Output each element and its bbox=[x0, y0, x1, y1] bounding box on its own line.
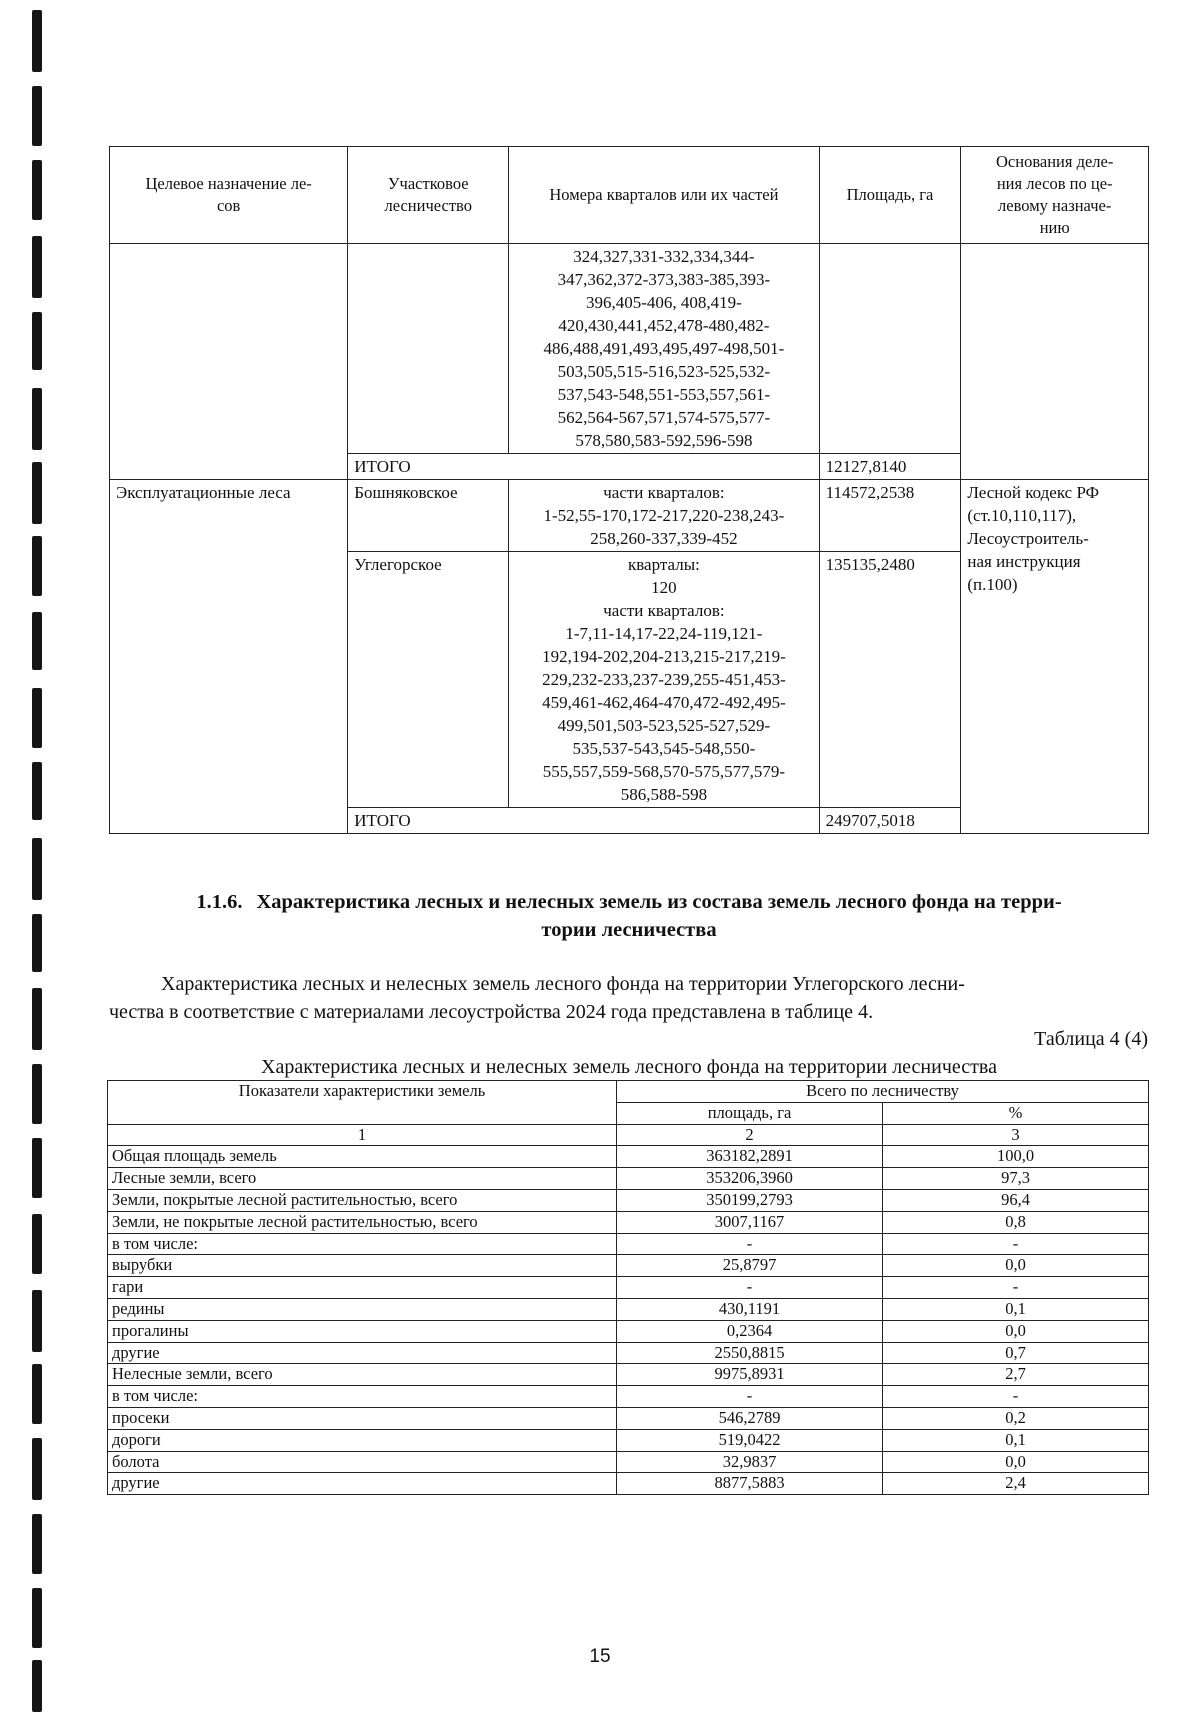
row-area: 430,1191 bbox=[617, 1298, 883, 1320]
row-area: 0,2364 bbox=[617, 1320, 883, 1342]
row-percent: 0,1 bbox=[883, 1298, 1149, 1320]
table-row bbox=[108, 1407, 1149, 1429]
row-percent: 2,7 bbox=[883, 1364, 1149, 1386]
table-row bbox=[108, 1320, 1149, 1342]
row-percent: 100,0 bbox=[883, 1146, 1149, 1168]
quarters-cell: 324,327,331-332,334,344- 347,362,372-373,383-385,393- 396,405-406, 408,419- 420,430,441,452,478-480,482- 486,488,491,493,495,497-498,501- 503,505,515-516,523-525,532- 537,543-548,551-553,557,561- 562,564-567,571,574-575,577- 578,580,583-592,596-598 bbox=[509, 244, 819, 454]
table-body bbox=[108, 1146, 1149, 1495]
row-percent: - bbox=[883, 1233, 1149, 1255]
binding-hole bbox=[32, 1588, 42, 1648]
binding-hole bbox=[32, 1138, 42, 1198]
column-number: 2 bbox=[617, 1124, 883, 1146]
binding-hole bbox=[32, 1514, 42, 1574]
forestry-cell: Углегорское bbox=[348, 552, 509, 808]
total-area: 12127,8140 bbox=[819, 454, 961, 480]
table-row bbox=[108, 1473, 1149, 1495]
row-area: - bbox=[617, 1233, 883, 1255]
table-header-row bbox=[110, 147, 1149, 244]
table-row bbox=[108, 1451, 1149, 1473]
binding-hole bbox=[32, 688, 42, 748]
row-name: редины bbox=[108, 1298, 617, 1320]
binding-hole bbox=[32, 1290, 42, 1352]
row-name: болота bbox=[108, 1451, 617, 1473]
total-label: ИТОГО bbox=[348, 808, 819, 834]
purpose-cell: Эксплуатационные леса bbox=[110, 480, 348, 834]
column-number: 1 bbox=[108, 1124, 617, 1146]
table-row bbox=[110, 480, 1149, 552]
header-forestry: Участковое лесничество bbox=[348, 147, 509, 244]
header-area: площадь, га bbox=[617, 1102, 883, 1124]
row-name: просеки bbox=[108, 1407, 617, 1429]
row-percent: 0,0 bbox=[883, 1451, 1149, 1473]
binding-hole bbox=[32, 1064, 42, 1124]
row-area: 8877,5883 bbox=[617, 1473, 883, 1495]
table-row bbox=[108, 1277, 1149, 1299]
table-row bbox=[110, 244, 1149, 454]
table-row bbox=[108, 1211, 1149, 1233]
total-area: 249707,5018 bbox=[819, 808, 961, 834]
row-name: в том числе: bbox=[108, 1233, 617, 1255]
row-area: 3007,1167 bbox=[617, 1211, 883, 1233]
row-percent: - bbox=[883, 1386, 1149, 1408]
row-area: 32,9837 bbox=[617, 1451, 883, 1473]
header-percent: % bbox=[883, 1102, 1149, 1124]
row-name: Общая площадь земель bbox=[108, 1146, 617, 1168]
binding-hole bbox=[32, 762, 42, 820]
row-area: 25,8797 bbox=[617, 1255, 883, 1277]
row-percent: 0,8 bbox=[883, 1211, 1149, 1233]
empty-cell bbox=[348, 244, 509, 454]
header-total: Всего по лесничеству bbox=[617, 1081, 1149, 1103]
row-name: в том числе: bbox=[108, 1386, 617, 1408]
binding-hole bbox=[32, 236, 42, 298]
header-indicator: Показатели характеристики земель bbox=[108, 1081, 617, 1125]
row-name: Лесные земли, всего bbox=[108, 1168, 617, 1190]
row-percent: 97,3 bbox=[883, 1168, 1149, 1190]
area-cell: 114572,2538 bbox=[819, 480, 961, 552]
row-percent: 0,7 bbox=[883, 1342, 1149, 1364]
binding-hole bbox=[32, 462, 42, 524]
table-row bbox=[108, 1364, 1149, 1386]
table-caption: Характеристика лесных и нелесных земель лесного фонда на территории лесничества bbox=[261, 1056, 997, 1078]
binding-hole bbox=[32, 160, 42, 220]
row-area: 9975,8931 bbox=[617, 1364, 883, 1386]
row-percent: 0,0 bbox=[883, 1320, 1149, 1342]
binding-hole bbox=[32, 1364, 42, 1424]
table-header-row bbox=[108, 1081, 1149, 1103]
table-row bbox=[108, 1189, 1149, 1211]
table-row bbox=[108, 1429, 1149, 1451]
row-area: 363182,2891 bbox=[617, 1146, 883, 1168]
page-number: 15 bbox=[589, 1646, 611, 1667]
section-title: Характеристика лесных и нелесных земель из состава земель лесного фонда на терри- тории лесничества bbox=[256, 891, 1062, 941]
row-name: прогалины bbox=[108, 1320, 617, 1342]
row-percent: - bbox=[883, 1277, 1149, 1299]
row-percent: 0,0 bbox=[883, 1255, 1149, 1277]
row-area: 350199,2793 bbox=[617, 1189, 883, 1211]
land-characteristics-table bbox=[107, 1080, 1149, 1495]
binding-hole bbox=[32, 86, 42, 146]
table-row bbox=[108, 1342, 1149, 1364]
row-area: 519,0422 bbox=[617, 1429, 883, 1451]
table-row bbox=[108, 1255, 1149, 1277]
row-name: другие bbox=[108, 1342, 617, 1364]
column-number: 3 bbox=[883, 1124, 1149, 1146]
table-row bbox=[108, 1298, 1149, 1320]
forest-purpose-table bbox=[109, 146, 1149, 834]
row-area: 546,2789 bbox=[617, 1407, 883, 1429]
binding-hole bbox=[32, 1438, 42, 1500]
binding-holes bbox=[26, 0, 44, 1712]
row-percent: 96,4 bbox=[883, 1189, 1149, 1211]
row-percent: 2,4 bbox=[883, 1473, 1149, 1495]
header-purpose: Целевое назначение ле- сов bbox=[110, 147, 348, 244]
binding-hole bbox=[32, 10, 42, 72]
basis-cell: Лесной кодекс РФ (ст.10,110,117), Лесоустроитель- ная инструкция (п.100) bbox=[961, 480, 1149, 834]
row-area: 353206,3960 bbox=[617, 1168, 883, 1190]
row-percent: 0,1 bbox=[883, 1429, 1149, 1451]
row-area: - bbox=[617, 1386, 883, 1408]
row-percent: 0,2 bbox=[883, 1407, 1149, 1429]
row-name: дороги bbox=[108, 1429, 617, 1451]
quarters-cell: кварталы: 120 части кварталов: 1-7,11-14,17-22,24-119,121- 192,194-202,204-213,215-217,219- 229,232-233,237-239,255-451,453- 459,461-462,464-470,472-492,495- 499,501,503-523,525-527,529- 535,537-543,545-548,550- 555,557,559-568,570-575,577,579- 586,588-598 bbox=[509, 552, 819, 808]
table-label: Таблица 4 (4) bbox=[1034, 1028, 1148, 1050]
row-area: - bbox=[617, 1277, 883, 1299]
empty-cell bbox=[819, 244, 961, 454]
binding-hole bbox=[32, 914, 42, 972]
table-row bbox=[108, 1146, 1149, 1168]
row-name: Земли, не покрытые лесной растительностью, всего bbox=[108, 1211, 617, 1233]
row-name: другие bbox=[108, 1473, 617, 1495]
empty-cell bbox=[961, 244, 1149, 480]
intro-paragraph: Характеристика лесных и нелесных земель лесного фонда на территории Углегорского лесни- чества в соответствие с материалами лесоустройства 2024 года представлена в таблице 4. bbox=[109, 973, 965, 1023]
binding-hole bbox=[32, 312, 42, 370]
forestry-cell: Бошняковское bbox=[348, 480, 509, 552]
row-name: вырубки bbox=[108, 1255, 617, 1277]
area-cell: 135135,2480 bbox=[819, 552, 961, 808]
table-row bbox=[108, 1168, 1149, 1190]
column-number-row bbox=[108, 1124, 1149, 1146]
header-area: Площадь, га bbox=[819, 147, 961, 244]
binding-hole bbox=[32, 388, 42, 450]
section-number: 1.1.6. bbox=[196, 891, 243, 913]
quarters-cell: части кварталов: 1-52,55-170,172-217,220-238,243- 258,260-337,339-452 bbox=[509, 480, 819, 552]
binding-hole bbox=[32, 612, 42, 670]
table-row bbox=[108, 1233, 1149, 1255]
row-name: Нелесные земли, всего bbox=[108, 1364, 617, 1386]
row-area: 2550,8815 bbox=[617, 1342, 883, 1364]
binding-hole bbox=[32, 1214, 42, 1274]
section-heading bbox=[109, 888, 1149, 944]
total-label: ИТОГО bbox=[348, 454, 819, 480]
table-row bbox=[108, 1386, 1149, 1408]
row-name: гари bbox=[108, 1277, 617, 1299]
row-name: Земли, покрытые лесной растительностью, всего bbox=[108, 1189, 617, 1211]
binding-hole bbox=[32, 988, 42, 1050]
header-basis: Основания деле- ния лесов по це- левому назначе- нию bbox=[961, 147, 1149, 244]
header-quarters: Номера кварталов или их частей bbox=[509, 147, 819, 244]
empty-cell bbox=[110, 244, 348, 480]
binding-hole bbox=[32, 838, 42, 900]
binding-hole bbox=[32, 536, 42, 596]
